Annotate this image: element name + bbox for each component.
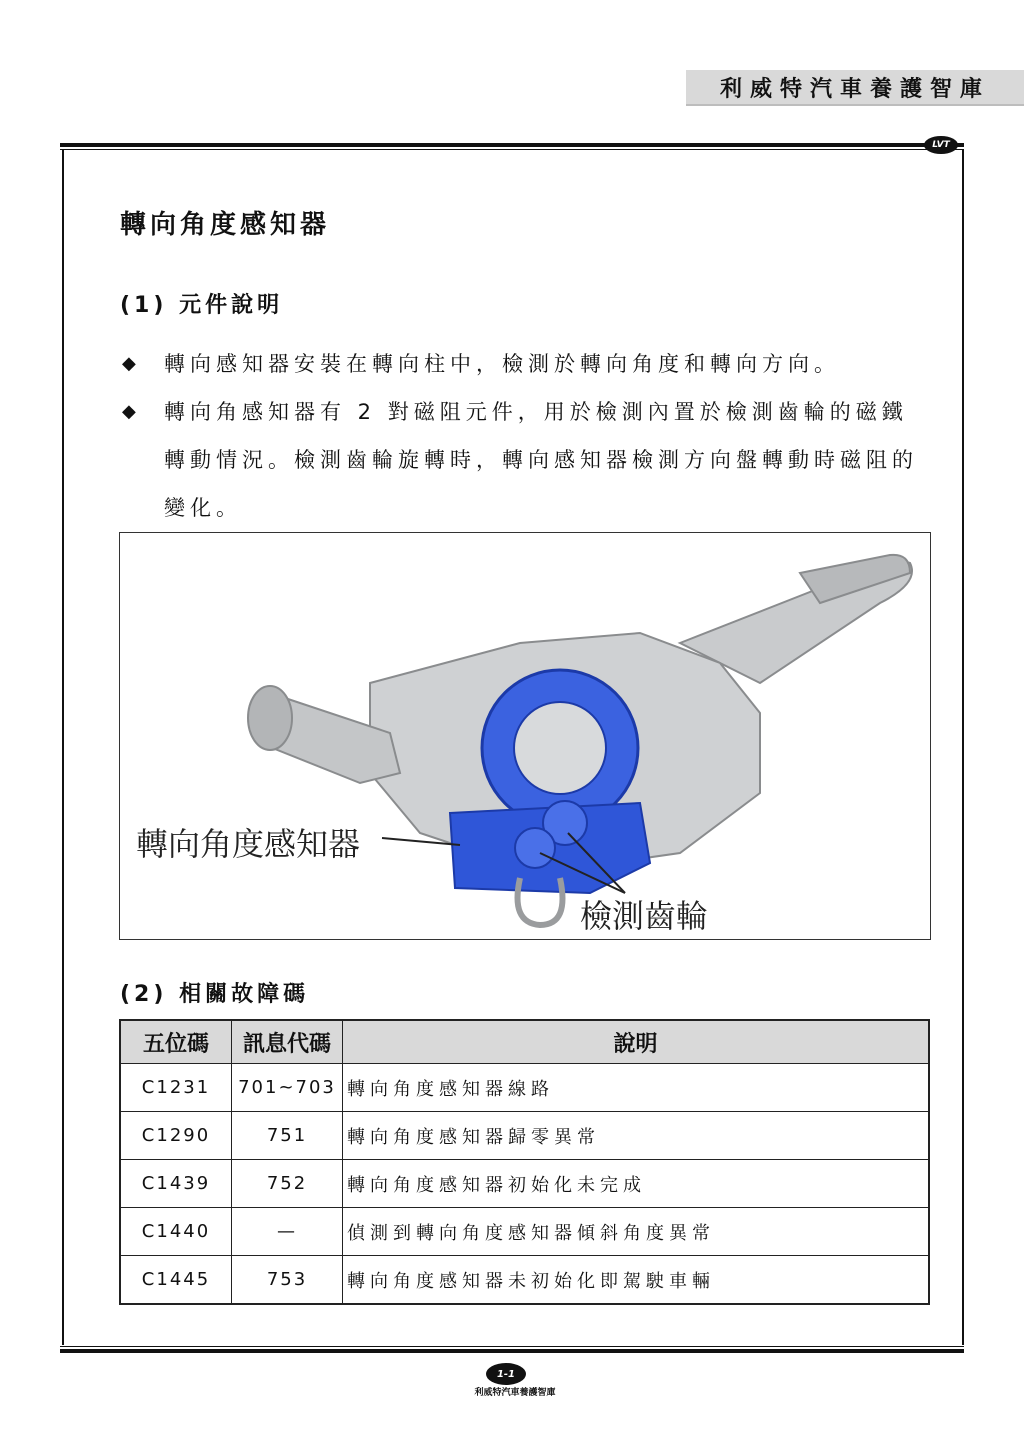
message-code-cell: 701~703	[232, 1064, 343, 1112]
bottom-rule	[60, 1346, 964, 1353]
left-stalk-cap-shape	[248, 686, 292, 750]
bullet-text: 轉向角感知器有 2 對磁阻元件，用於檢測內置於檢測齒輪的磁鐵轉動情況。檢測齒輪旋轉時，轉向感知器檢測方向盤轉動時磁阻的變化。	[164, 400, 918, 520]
table-row	[120, 1112, 929, 1160]
lvt-logo-icon: LVT	[924, 136, 958, 154]
message-code-cell: —	[232, 1208, 343, 1256]
description-cell: 轉向角度感知器線路	[343, 1064, 930, 1112]
bullet-item	[122, 340, 932, 388]
sensor-figure	[119, 532, 931, 940]
dtc-code-cell: C1290	[120, 1112, 232, 1160]
small-gear-2-shape	[515, 828, 555, 868]
sensor-callout-label: 轉向角度感知器	[136, 825, 361, 863]
steering-column-illustration	[120, 533, 930, 939]
brand-header-tag: 利威特汽車養護智庫	[686, 70, 1024, 106]
table-header-row	[120, 1020, 929, 1064]
section-heading-dtc: (2) 相關故障碼	[120, 982, 310, 1007]
dtc-code-cell: C1439	[120, 1160, 232, 1208]
section-heading-description: (1) 元件說明	[120, 293, 284, 318]
dtc-code-cell: C1445	[120, 1256, 232, 1305]
top-rule	[60, 143, 964, 150]
column-header: 說明	[343, 1020, 930, 1064]
footer-brand-name: 利威特汽車養護智庫	[474, 1388, 556, 1398]
page-title: 轉向角度感知器	[120, 210, 331, 240]
dtc-table	[119, 1019, 930, 1305]
message-code-cell: 753	[232, 1256, 343, 1305]
description-cell: 轉向角度感知器歸零異常	[343, 1112, 930, 1160]
description-cell: 偵測到轉向角度感知器傾斜角度異常	[343, 1208, 930, 1256]
table-row	[120, 1064, 929, 1112]
description-cell: 轉向角度感知器初始化未完成	[343, 1160, 930, 1208]
table-row	[120, 1208, 929, 1256]
table-row	[120, 1256, 929, 1305]
column-header: 訊息代碼	[232, 1020, 343, 1064]
message-code-cell: 751	[232, 1112, 343, 1160]
gear-callout-label: 檢測齒輪	[580, 897, 709, 935]
bullet-item	[122, 388, 932, 532]
bullet-text: 轉向感知器安裝在轉向柱中，檢測於轉向角度和轉向方向。	[164, 352, 840, 376]
dtc-code-cell: C1231	[120, 1064, 232, 1112]
page-number-badge: 1-1	[486, 1363, 526, 1385]
ring-center-shape	[514, 702, 606, 794]
column-header: 五位碼	[120, 1020, 232, 1064]
description-cell: 轉向角度感知器未初始化即駕駛車輛	[343, 1256, 930, 1305]
diamond-bullet-icon: ◆	[122, 401, 141, 422]
diamond-bullet-icon: ◆	[122, 353, 141, 374]
table-row	[120, 1160, 929, 1208]
message-code-cell: 752	[232, 1160, 343, 1208]
dtc-code-cell: C1440	[120, 1208, 232, 1256]
bullet-list	[122, 340, 932, 532]
